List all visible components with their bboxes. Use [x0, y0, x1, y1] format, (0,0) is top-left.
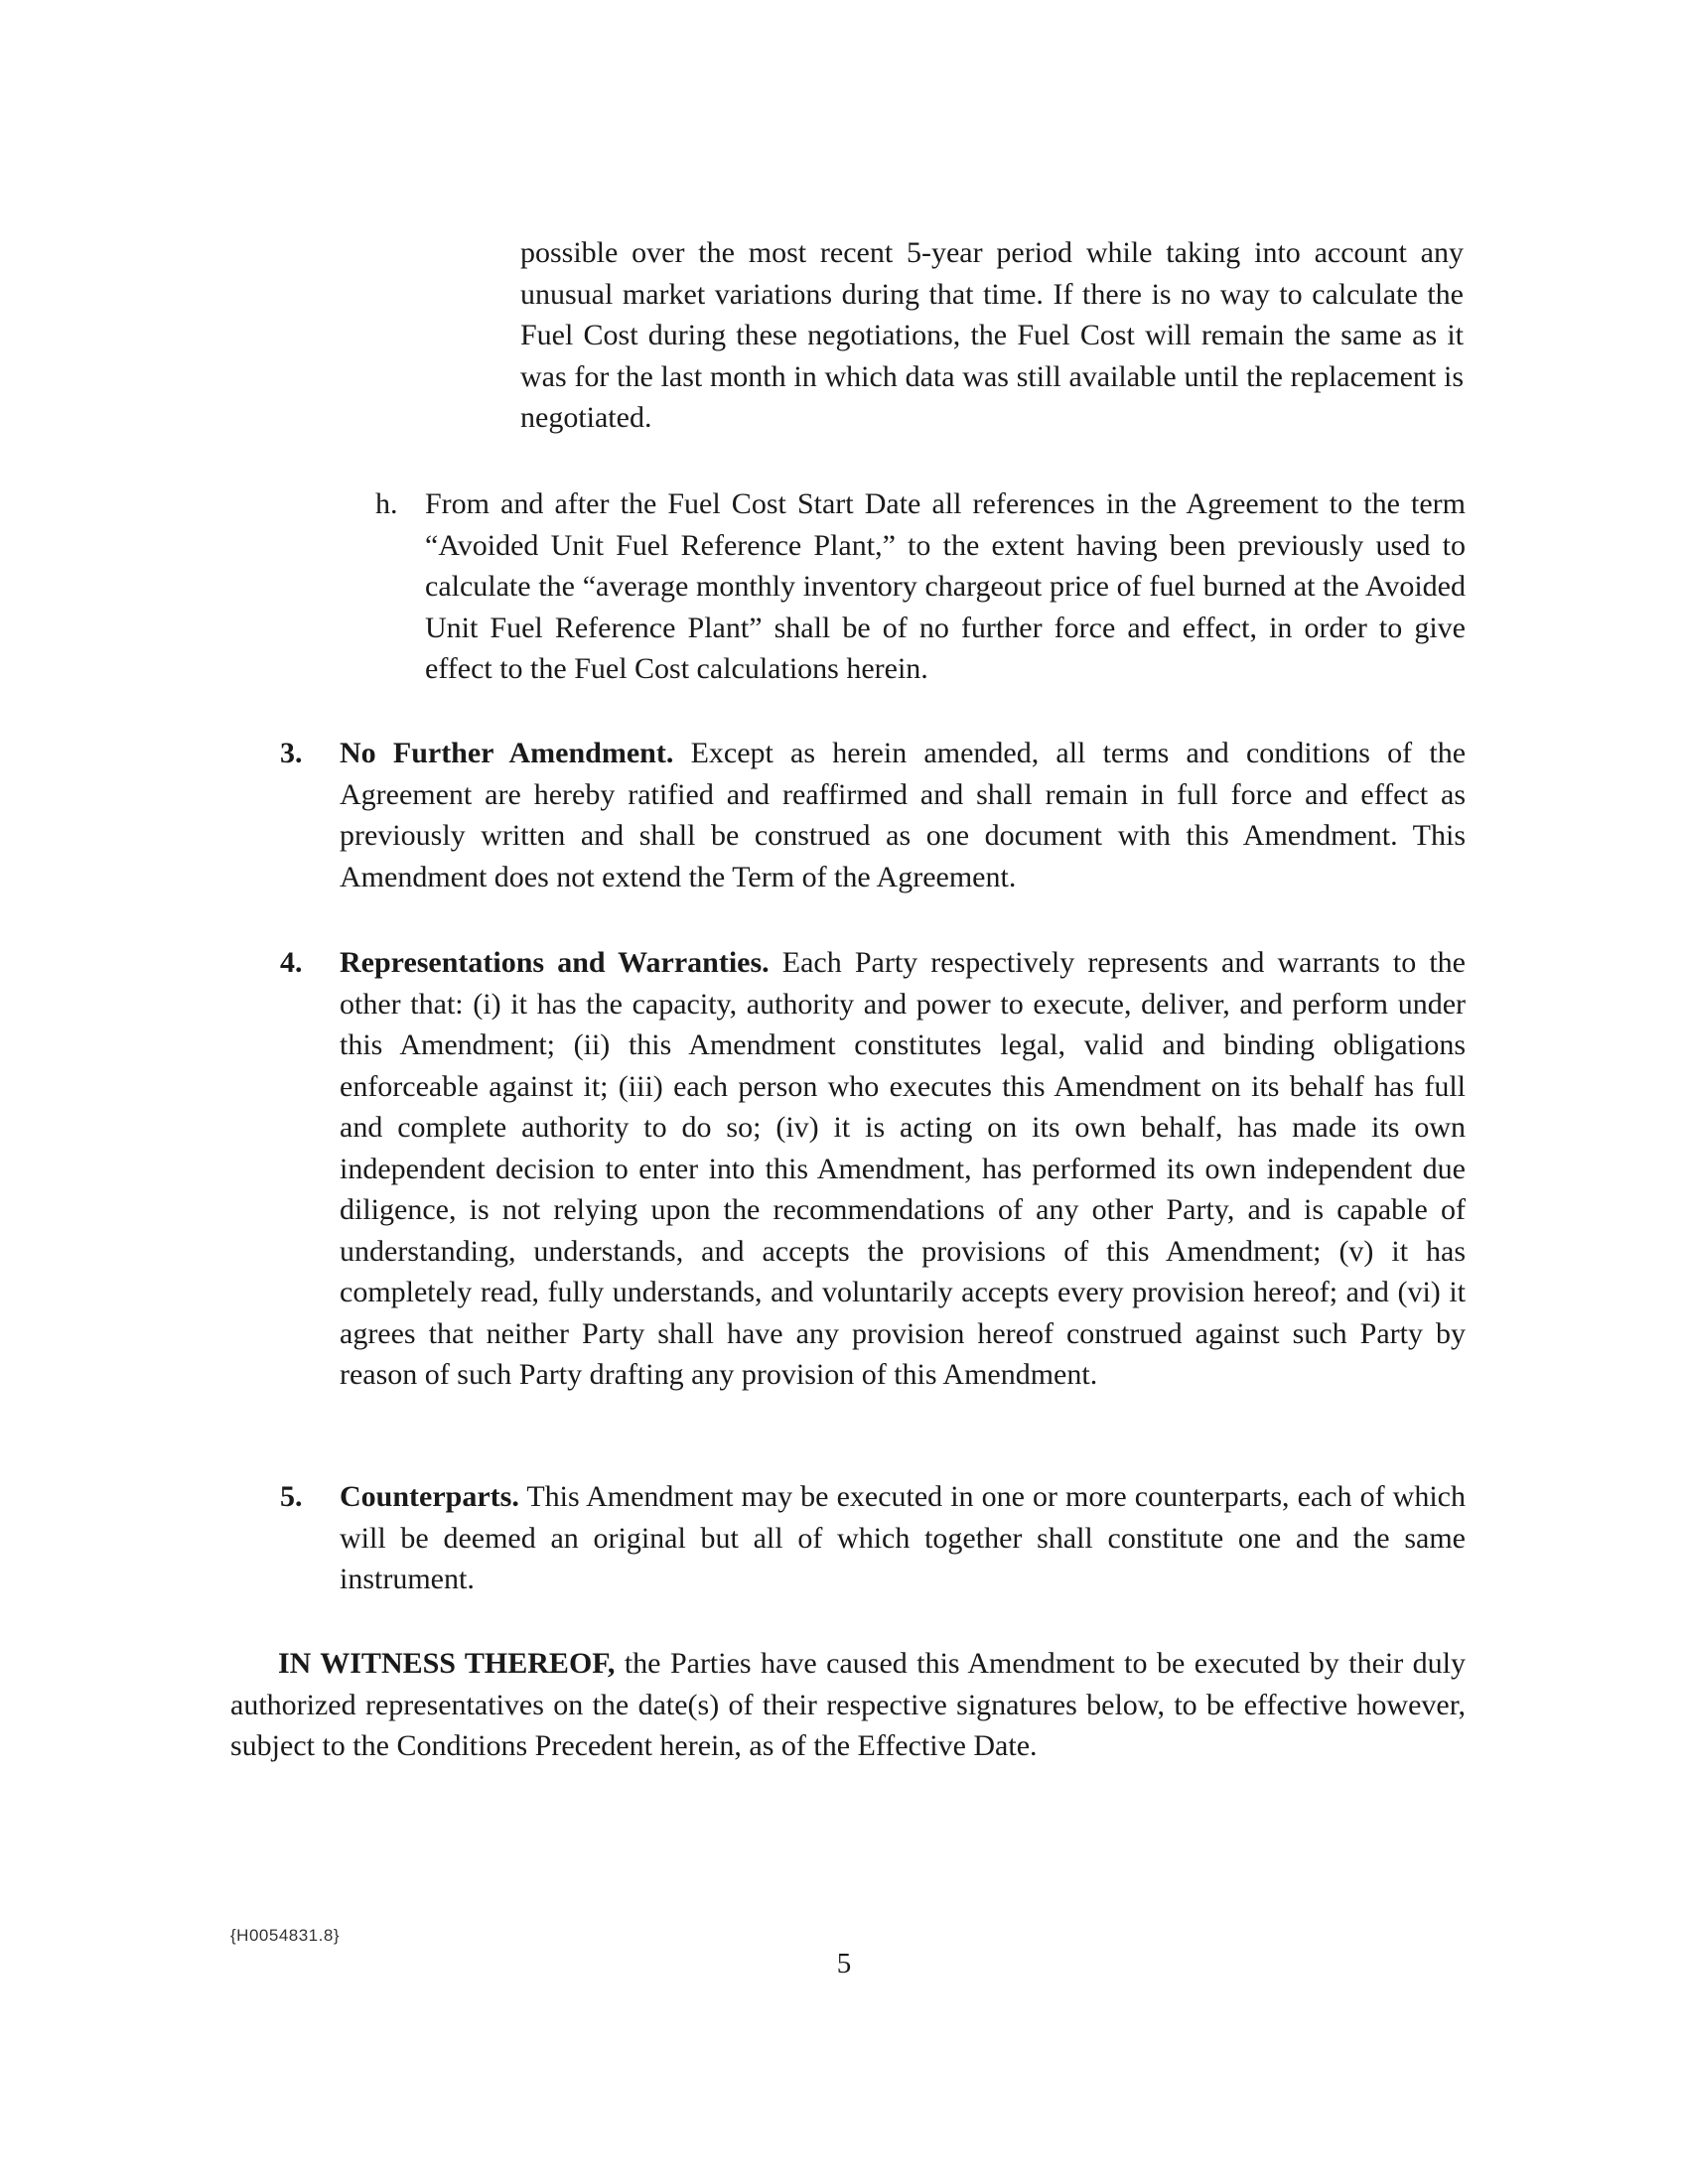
section-4-text: Each Party respectively represents and warrants to the other that: (i) it has the capacity, authority and power to execute, deliver, and perform under this Amendment; (ii) this Amendment constitutes legal, valid and binding obligations enforceable against it; (iii) each person who executes this Amendment on its behalf has full and complete authority to do so; (iv) it is acting on its own behalf, has made its own independent decision to enter into this Amendment, has performed its own independent due diligence, is not relying upon the recommendations of any other Party, and is capable of understanding, understands, and accepts the provisions of this Amendment; (v) it has completely read, fully understands, and voluntarily accepts every provision hereof; and (vi) it agrees that neither Party shall have any provision hereof construed against such Party by reason of such Party drafting any provision of this Amendment.	[340, 946, 1466, 1391]
page-number: 5	[836, 1948, 852, 1979]
witness-text: the Parties have caused this Amendment to be executed by their duly authorized representatives on the date(s) of their respective signatures below, to be effective however, subject to the Conditions Precedent herein, as of the Effective Date.	[230, 1647, 1467, 1762]
continuation-paragraph: possible over the most recent 5-year period while taking into account any unusual market variations during that time. If there is no way to calculate the Fuel Cost during these negotiations, the Fuel Cost will remain the same as it was for the last month in which data was still available until the replacement is negotiated.	[520, 236, 1464, 434]
section-5	[280, 1476, 1466, 1600]
witness-heading: IN WITNESS THEREOF,	[278, 1647, 616, 1680]
section-3-heading: No Further Amendment.	[340, 737, 674, 769]
section-3	[280, 733, 1466, 897]
section-3-text: Except as herein amended, all terms and conditions of the Agreement are hereby ratified and reaffirmed and shall remain in full force and effect as previously written and shall be construed as one document with this Amendment. This Amendment does not extend the Term of the Agreement.	[340, 737, 1467, 893]
section-4-heading: Representations and Warranties.	[340, 946, 770, 979]
section-3-number: 3.	[280, 737, 303, 769]
section-5-number: 5.	[280, 1480, 303, 1513]
section-5-body	[340, 1476, 1466, 1600]
section-4	[280, 942, 1466, 1396]
witness-paragraph	[230, 1643, 1466, 1767]
section-4-number: 4.	[280, 946, 303, 979]
section-5-text: This Amendment may be executed in one or more counterparts, each of which will be deemed an original but all of which together shall constitute one and the same instrument.	[340, 1480, 1466, 1595]
section-4-body	[340, 942, 1466, 1396]
item-h-label: h.	[375, 487, 398, 520]
item-h-text: From and after the Fuel Cost Start Date all references in the Agreement to the term “Avoided Unit Fuel Reference Plant,” to the extent having been previously used to calculate the “average monthly inventory chargeout price of fuel burned at the Avoided Unit Fuel Reference Plant” shall be of no further force and effect, in order to give effect to the Fuel Cost calculations herein.	[425, 487, 1466, 685]
item-h	[375, 483, 1466, 690]
document-id: {H0054831.8}	[230, 1926, 340, 1945]
section-5-heading: Counterparts.	[340, 1480, 519, 1513]
section-3-body	[340, 733, 1466, 897]
